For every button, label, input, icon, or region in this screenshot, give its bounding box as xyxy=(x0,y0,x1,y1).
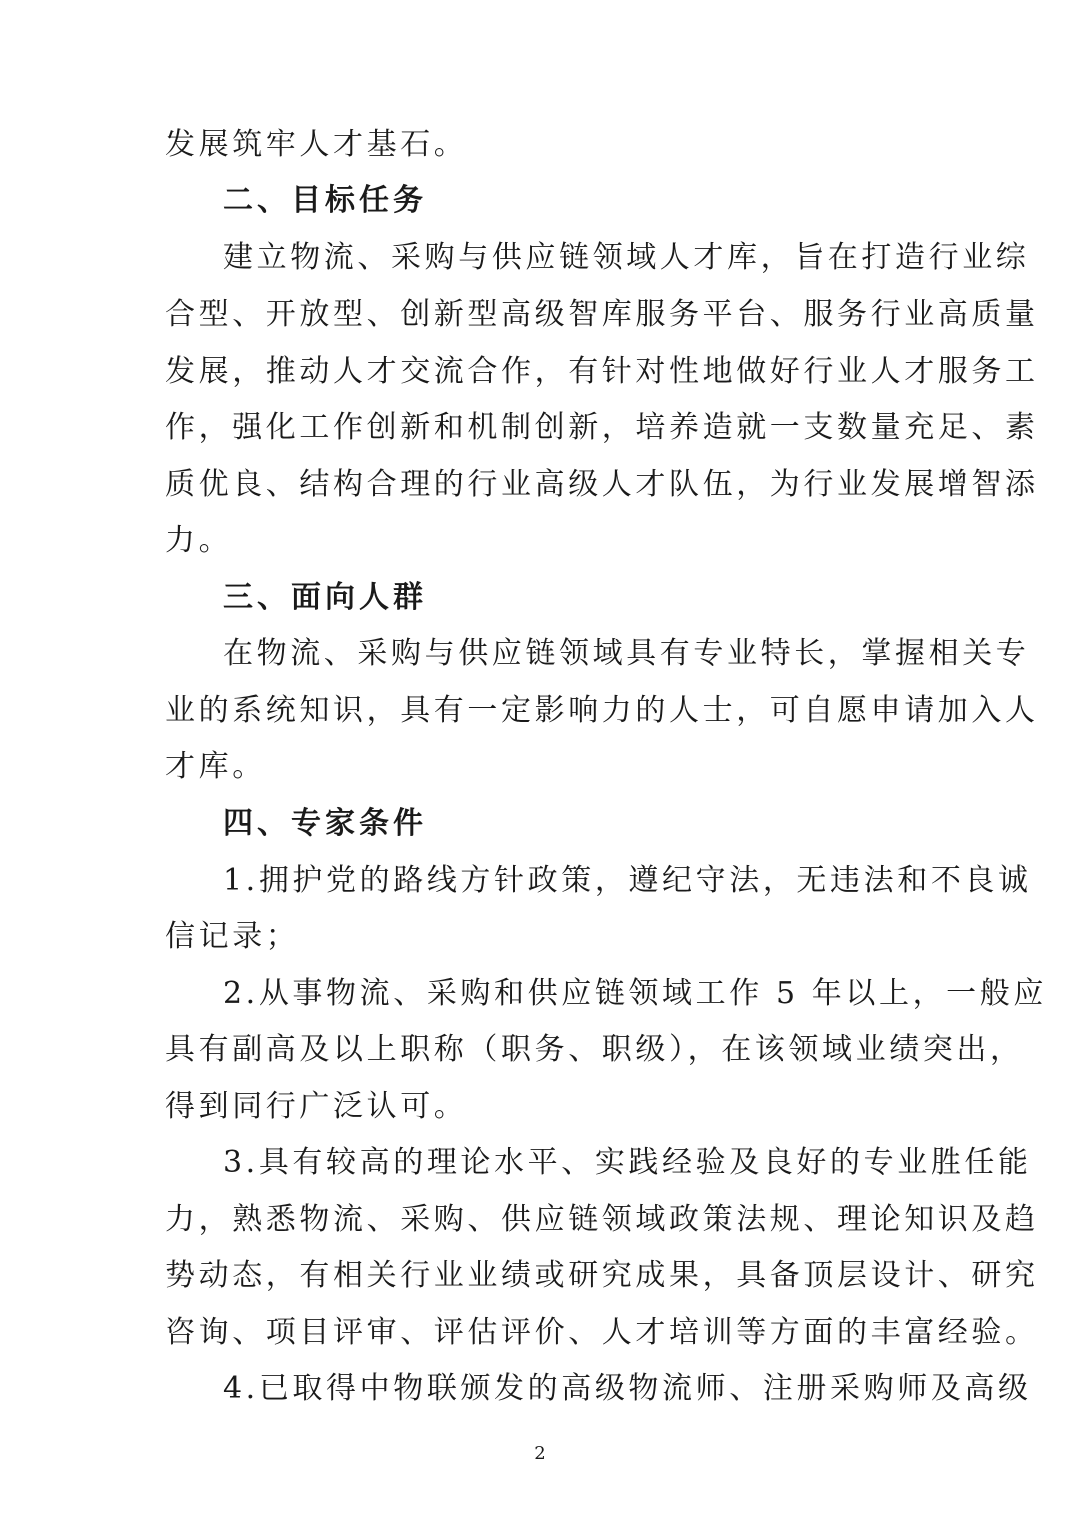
list-item-line: 具有副高及以上职称（职务、职级），在该领域业绩突出， xyxy=(165,1032,1024,1067)
paragraph-line: 作，强化工作创新和机制创新，培养造就一支数量充足、素 xyxy=(165,410,1039,445)
paragraph-line: 发展筑牢人才基石。 xyxy=(165,127,468,162)
page-number: 2 xyxy=(534,1443,546,1464)
paragraph-line: 才库。 xyxy=(165,749,266,784)
paragraph-line: 质优良、结构合理的行业高级人才队伍，为行业发展增智添 xyxy=(165,467,1039,502)
list-item-line: 力，熟悉物流、采购、供应链领域政策法规、理论知识及趋 xyxy=(165,1202,1039,1237)
list-item-line: 3.具有较高的理论水平、实践经验及良好的专业胜任能 xyxy=(223,1145,1032,1180)
paragraph-line: 合型、开放型、创新型高级智库服务平台、服务行业高质量 xyxy=(165,297,1039,332)
section-heading-audience: 三、面向人群 xyxy=(223,580,427,615)
list-item-line: 4.已取得中物联颁发的高级物流师、注册采购师及高级 xyxy=(223,1371,1032,1406)
paragraph-line: 发展，推动人才交流合作，有针对性地做好行业人才服务工 xyxy=(165,354,1039,389)
section-heading-conditions: 四、专家条件 xyxy=(223,806,427,841)
paragraph-line: 建立物流、采购与供应链领域人才库，旨在打造行业综 xyxy=(223,240,1030,275)
list-item-line: 势动态，有相关行业业绩或研究成果，具备顶层设计、研究 xyxy=(165,1258,1039,1293)
list-item-line: 咨询、项目评审、评估评价、人才培训等方面的丰富经验。 xyxy=(165,1315,1039,1350)
section-heading-goals: 二、目标任务 xyxy=(223,183,427,218)
paragraph-line: 力。 xyxy=(165,523,233,558)
list-item-line: 得到同行广泛认可。 xyxy=(165,1089,468,1124)
list-item-line: 1.拥护党的路线方针政策，遵纪守法，无违法和不良诚 xyxy=(223,863,1032,898)
list-item-line: 2.从事物流、采购和供应链领域工作 5 年以上，一般应 xyxy=(223,976,1047,1011)
paragraph-line: 在物流、采购与供应链领域具有专业特长，掌握相关专 xyxy=(223,636,1030,671)
list-item-line: 信记录； xyxy=(165,919,300,954)
paragraph-line: 业的系统知识，具有一定影响力的人士，可自愿申请加入人 xyxy=(165,693,1039,728)
